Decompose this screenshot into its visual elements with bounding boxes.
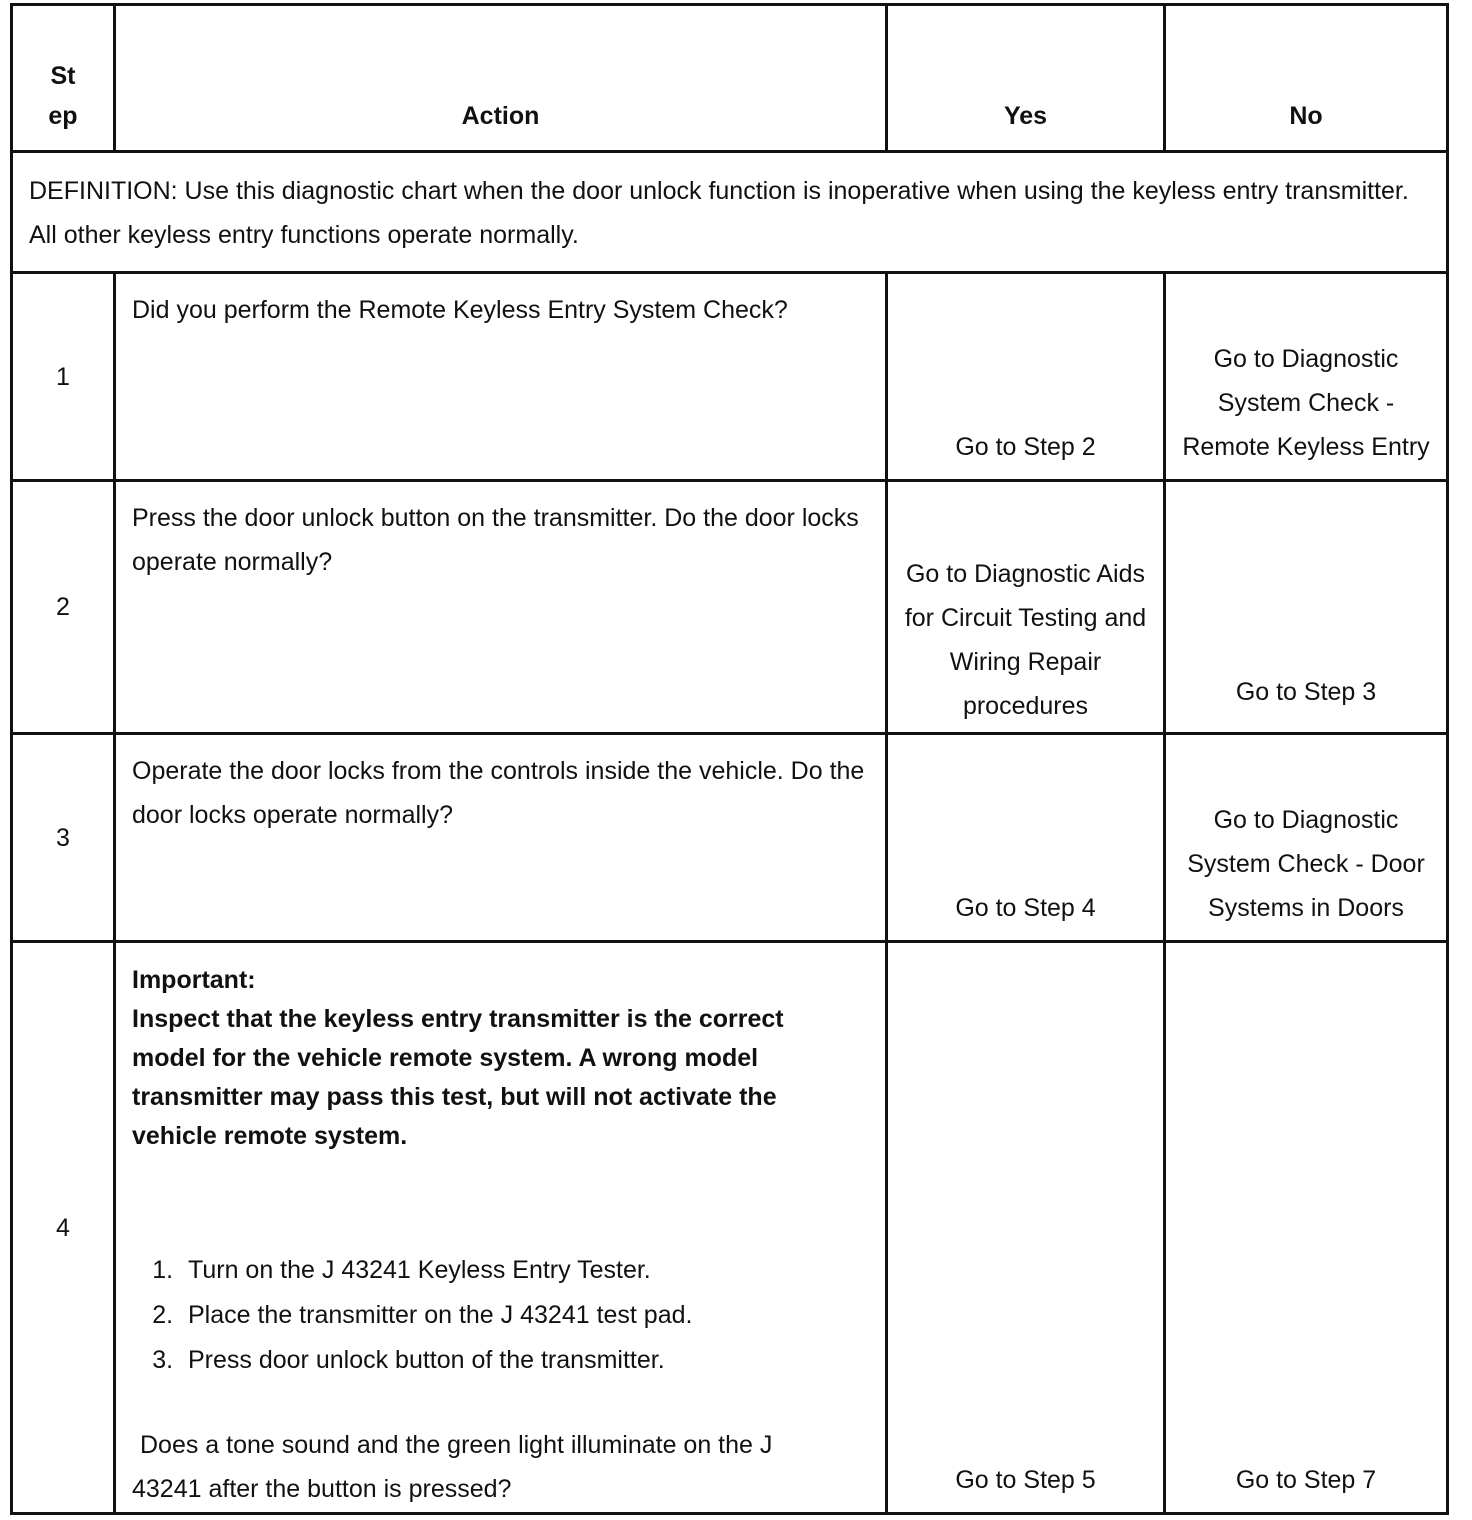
header-step-line2: ep <box>48 102 78 130</box>
yes-result: Go to Step 4 <box>887 734 1165 942</box>
yes-result: Go to Step 2 <box>887 273 1165 481</box>
action-text: Did you perform the Remote Keyless Entry System Check? <box>115 273 887 481</box>
table-row <box>12 734 1448 942</box>
step-number: 1 <box>12 273 115 481</box>
no-result: Go to Diagnostic System Check - Remote Keyless Entry <box>1165 273 1448 481</box>
table-row <box>12 273 1448 481</box>
definition-text: DEFINITION: Use this diagnostic chart when the door unlock function is inoperative when using the keyless entry transmitter. All other keyless entry functions operate normally. <box>12 152 1448 273</box>
step-number: 4 <box>12 942 115 1514</box>
action-text: Press the door unlock button on the transmitter. Do the door locks operate normally? <box>115 481 887 734</box>
step-number: 3 <box>12 734 115 942</box>
no-result: Go to Diagnostic System Check - Door Systems in Doors <box>1165 734 1448 942</box>
action-text: Operate the door locks from the controls inside the vehicle. Do the door locks operate normally? <box>115 734 887 942</box>
substep-list <box>132 1248 869 1383</box>
no-result: Go to Step 3 <box>1165 481 1448 734</box>
header-step-line1: St <box>50 62 76 90</box>
header-row <box>12 5 1448 152</box>
list-item: 1. Turn on the J 43241 Keyless Entry Tester. <box>180 1248 869 1293</box>
header-step <box>12 5 115 152</box>
step-number: 2 <box>12 481 115 734</box>
table-row <box>12 942 1448 1514</box>
yes-result: Go to Diagnostic Aids for Circuit Testing and Wiring Repair procedures <box>887 481 1165 734</box>
question-text: Does a tone sound and the green light illuminate on the J 43241 after the button is pressed? <box>132 1431 773 1503</box>
important-text: Inspect that the keyless entry transmitter is the correct model for the vehicle remote system. A wrong model transmitter may pass this test, but will not activate the vehicle remote system. <box>132 1005 784 1150</box>
header-no: No <box>1165 5 1448 152</box>
action-cell <box>115 942 887 1514</box>
header-yes: Yes <box>887 5 1165 152</box>
header-action: Action <box>115 5 887 152</box>
yes-result: Go to Step 5 <box>887 942 1165 1514</box>
diagnostic-table <box>10 3 1449 1515</box>
list-item: 2. Place the transmitter on the J 43241 test pad. <box>180 1293 869 1338</box>
no-result: Go to Step 7 <box>1165 942 1448 1514</box>
table-row <box>12 481 1448 734</box>
definition-row <box>12 152 1448 273</box>
list-item: 3. Press door unlock button of the transmitter. <box>180 1338 869 1383</box>
important-label: Important: <box>132 966 256 994</box>
